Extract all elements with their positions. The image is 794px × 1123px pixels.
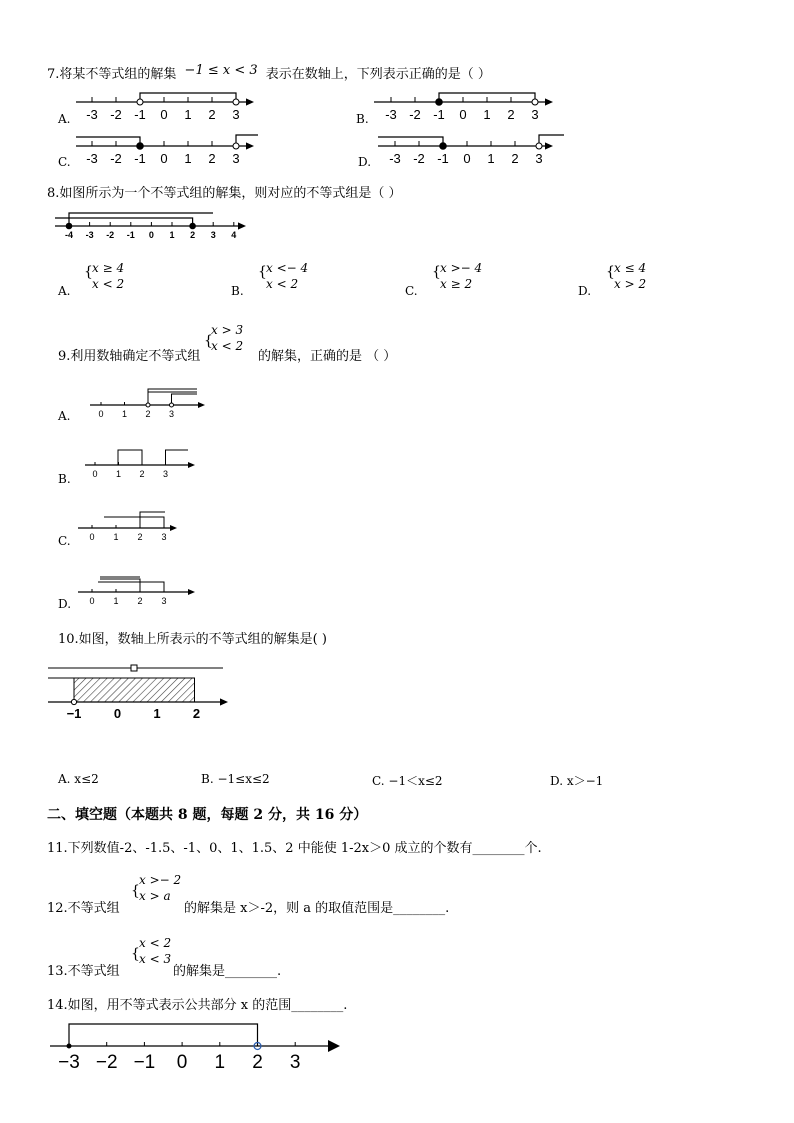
q14-tick-label: −1: [133, 1052, 156, 1073]
q8-option-d-line2: x > 2: [614, 277, 647, 291]
q14-point-minus3: [67, 1044, 71, 1048]
q8-option-a-brace: {: [84, 264, 93, 280]
q8-option-c-line2: x ≥ 2: [440, 277, 473, 291]
q10-stem: 10.如图，数轴上所表示的不等式组的解集是( ): [58, 632, 327, 647]
q8-option-b-label: B.: [231, 284, 244, 298]
q8-option-d-brace: {: [606, 264, 615, 280]
q9-system-line2: x < 2: [211, 339, 244, 353]
q14-tick-label: −3: [58, 1052, 80, 1073]
q9-stem-start: 9.利用数轴确定不等式组: [58, 349, 201, 364]
q8-tick-label: 4: [231, 230, 237, 240]
q7-d-tick-label: 3: [535, 151, 543, 166]
q8-option-c-brace: {: [432, 264, 441, 280]
q14-tick-label: 0: [176, 1052, 188, 1073]
q7-stem-text-end: 表示在数轴上，下列表示正确的是（ ）: [265, 67, 491, 82]
q14-tick-label: 1: [214, 1052, 226, 1073]
q9-b-tick-label: 1: [115, 469, 122, 479]
q8-option-d-line1: x ≤ 4: [614, 261, 647, 275]
q9-stem-end: 的解集，正确的是 （ ）: [258, 349, 397, 364]
q7-d-tick-label: -3: [389, 151, 401, 166]
q13-system-line2: x < 3: [139, 952, 172, 966]
q9-c-tick-label: 0: [89, 532, 95, 542]
q7-option-c-label[interactable]: C.: [58, 155, 71, 169]
q9-option-a-label[interactable]: A.: [58, 409, 71, 423]
q14-arrow-icon: [328, 1040, 340, 1052]
q9-d-tick-label: 1: [113, 596, 119, 606]
q14-tick-label: 2: [252, 1052, 263, 1073]
q7-b-tick-label: 1: [483, 107, 491, 122]
q9-c-tick-label: 1: [113, 532, 119, 542]
q8-tick-label: 2: [190, 230, 196, 240]
q8-tick-label: 1: [169, 230, 175, 240]
q9-a-tick-label: 2: [145, 409, 151, 419]
q14-stem: 14.如图，用不等式表示公共部分 x 的范围________.: [47, 998, 348, 1013]
q7-a-tick-label: 2: [208, 107, 216, 122]
q8-option-a-line1: x ≥ 4: [92, 261, 125, 275]
q8-option-b-brace: {: [258, 264, 267, 280]
q8-stem: 8.如图所示为一个不等式组的解集，则对应的不等式组是（ ）: [47, 186, 402, 201]
q10-option-b[interactable]: B. −1≤x≤2: [201, 772, 270, 786]
q14-tick-label: −2: [95, 1052, 118, 1073]
q13-stem-end: 的解集是________.: [173, 964, 282, 979]
q8-option-d-label: D.: [578, 284, 592, 298]
q12-system-line1: x >− 2: [139, 873, 182, 887]
q8-tick-label: -3: [85, 230, 94, 240]
q11-stem: 11.下列数值-2、-1.5、-1、0、1、1.5、2 中能使 1-2x＞0 成立的个数有________个.: [47, 841, 542, 856]
q10-tick-label: 0: [113, 706, 122, 721]
q12-stem-end: 的解集是 x＞-2，则 a 的取值范围是________.: [184, 901, 450, 916]
q8-tick-label: 0: [148, 230, 154, 240]
q7-stem-text: 7.将某不等式组的解集: [47, 67, 177, 82]
q12-system-line2: x > a: [139, 889, 171, 903]
q7-b-tick-label: 2: [507, 107, 515, 122]
q7-option-d-label[interactable]: D.: [358, 155, 372, 169]
q8-tick-label: -4: [64, 230, 74, 240]
q9-a-tick-label: 1: [121, 409, 128, 419]
q7-b-tick-label: -1: [433, 107, 445, 122]
q9-c-tick-label: 3: [161, 532, 167, 542]
q9-option-b-label[interactable]: B.: [58, 472, 71, 486]
q9-d-tick-label: 0: [89, 596, 95, 606]
q9-system-line1: x > 3: [211, 323, 244, 337]
q7-c-tick-label: -1: [134, 151, 146, 166]
q7-a-tick-label: 3: [232, 107, 240, 122]
q7-c-tick-label: -2: [110, 151, 122, 166]
q14-range-bracket: [69, 1024, 258, 1046]
q7-a-tick-label: -3: [86, 107, 98, 122]
q7-option-a-label[interactable]: A.: [58, 112, 71, 126]
q10-option-a[interactable]: A. x≤2: [58, 772, 99, 786]
q8-option-b-line1: x <− 4: [266, 261, 309, 275]
q9-c-tick-label: 2: [137, 532, 143, 542]
q7-a-tick-label: -2: [110, 107, 122, 122]
q7-d-tick-label: 0: [463, 151, 471, 166]
q7-a-tick-label: 0: [160, 107, 168, 122]
q14-tick-label: 3: [289, 1052, 301, 1073]
q13-stem-start: 13.不等式组: [47, 964, 120, 979]
q13-system-brace: {: [131, 946, 140, 962]
q10-option-c[interactable]: C. −1＜x≤2: [372, 774, 443, 788]
q7-b-tick-label: 3: [531, 107, 539, 122]
q7-stem-math: −1 ≤ x < 3: [184, 63, 258, 78]
q7-c-tick-label: 1: [184, 151, 192, 166]
q8-tick-label: 3: [210, 230, 216, 240]
q7-b-tick-label: -2: [409, 107, 421, 122]
q9-d-tick-label: 3: [161, 596, 167, 606]
q12-stem-start: 12.不等式组: [47, 901, 120, 916]
q8-option-c-label: C.: [405, 284, 418, 298]
q9-a-tick-label: 0: [98, 409, 104, 419]
q8-tick-label: -1: [126, 230, 135, 240]
q9-system-brace: {: [204, 333, 213, 349]
section-title: 二、填空题（本题共 8 题，每题 2 分，共 16 分）: [47, 807, 368, 823]
q7-d-tick-label: 1: [487, 151, 495, 166]
q10-tick-label: 2: [192, 706, 201, 721]
q7-option-b-label[interactable]: B.: [356, 112, 369, 126]
q7-a-tick-label: 1: [184, 107, 192, 122]
q9-a-tick-label: 3: [168, 409, 175, 419]
q8-option-b-line2: x < 2: [266, 277, 299, 291]
q7-d-tick-label: -1: [437, 151, 449, 166]
q9-b-tick-label: 2: [139, 469, 145, 479]
q7-d-tick-label: 2: [511, 151, 519, 166]
q8-tick-label: -2: [106, 230, 115, 240]
q12-system-brace: {: [131, 883, 140, 899]
q8-option-c-line1: x >− 4: [440, 261, 483, 275]
q7-c-tick-label: 2: [208, 151, 216, 166]
q13-system-line1: x < 2: [139, 936, 172, 950]
q10-option-d[interactable]: D. x＞−1: [550, 774, 604, 788]
q7-b-tick-label: 0: [459, 107, 467, 122]
q9-option-c-label[interactable]: C.: [58, 534, 71, 548]
q7-c-tick-label: 0: [160, 151, 168, 166]
q9-b-tick-label: 0: [92, 469, 98, 479]
q8-option-a-label: A.: [58, 284, 71, 298]
q8-option-a-line2: x < 2: [92, 277, 125, 291]
q7-c-tick-label: 3: [232, 151, 240, 166]
q7-d-tick-label: -2: [413, 151, 425, 166]
q9-b-tick-label: 3: [162, 469, 169, 479]
q7-b-tick-label: -3: [385, 107, 397, 122]
q9-option-d-label[interactable]: D.: [58, 597, 72, 611]
q7-a-tick-label: -1: [134, 107, 146, 122]
q10-tick-label: −1: [66, 706, 82, 721]
q10-tick-label: 1: [153, 706, 161, 721]
q7-c-tick-label: -3: [86, 151, 98, 166]
q9-d-tick-label: 2: [137, 596, 143, 606]
